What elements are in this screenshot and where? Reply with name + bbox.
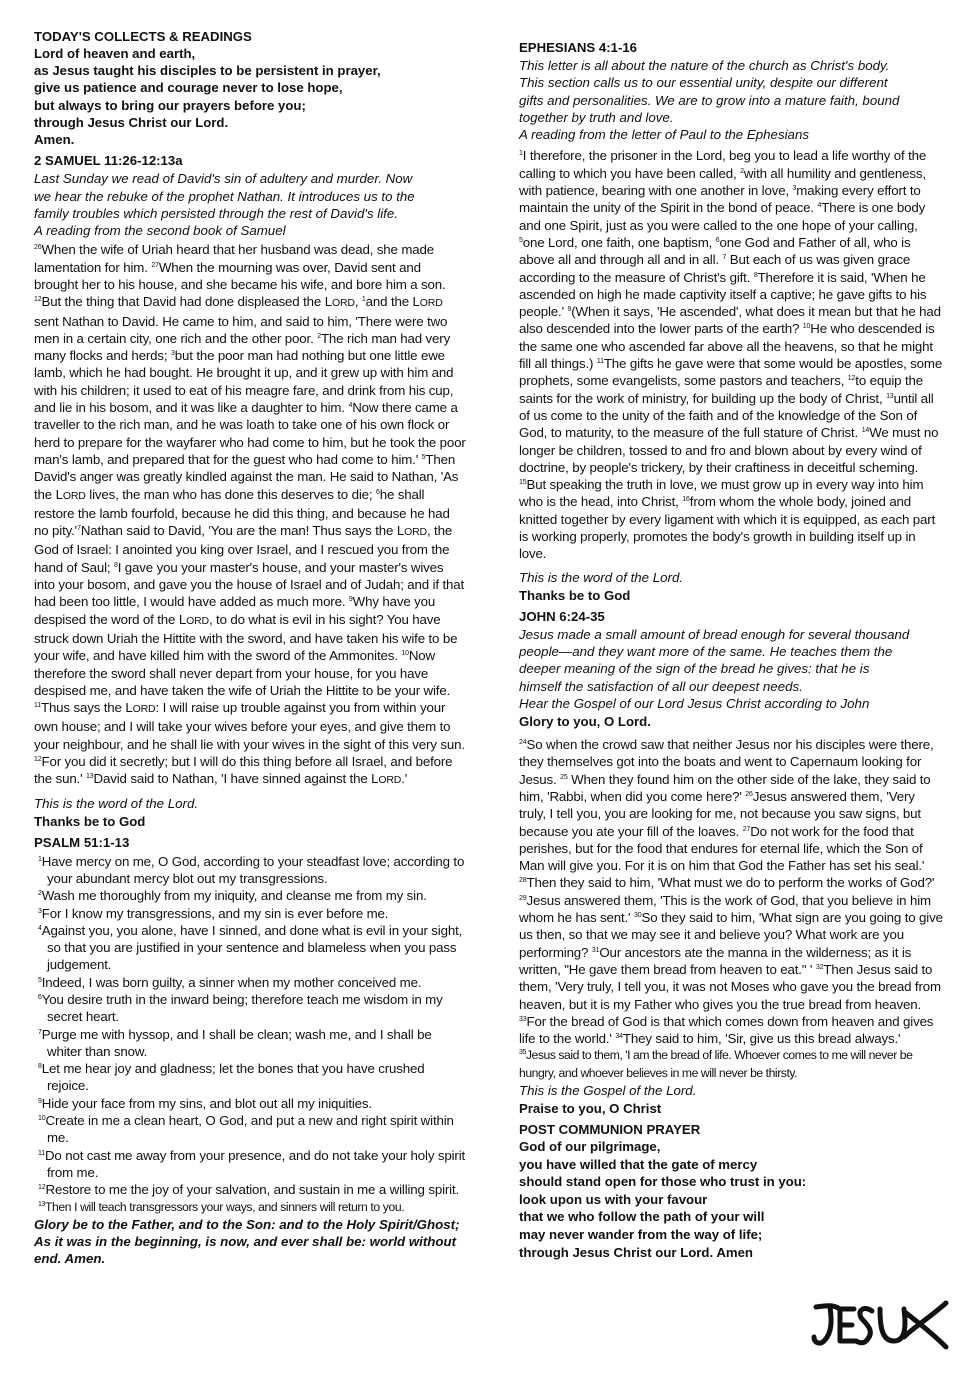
psalm-heading: PSALM 51:1-13 [34, 834, 130, 850]
verse-text: Our ancestors ate the manna in the wilderness; as it is written, "He gave them bread from heaven to eat." ' [519, 944, 912, 977]
verse-text: Against you, you alone, have I sinned, and done what is evil in your sight, so that you are justified in your sentence and blameless when you pass judgement. [41, 922, 463, 973]
psalm-verse [38, 1112, 466, 1147]
john-intro [519, 626, 944, 712]
intro-line: Last Sunday we read of David's sin of adultery and murder. Now [34, 171, 413, 187]
verse-number: 5 [519, 236, 523, 244]
verse-number: 29 [519, 894, 527, 902]
small-caps-lord: LORD [125, 700, 156, 716]
verse-text: , to do what is evil in his sight? You have struck down Uriah the Hittite with the sword, and have taken his wife to be your wife, and have killed him with the sword of the Ammonites. [34, 611, 458, 664]
logo-letter-u [880, 1309, 905, 1341]
verse-text: Then they said to him, 'What must we do to perform the works of God?' [526, 875, 935, 891]
verse-number: 11 [34, 702, 41, 710]
verse-number: 12 [34, 756, 42, 764]
verse-text: Wash me thoroughly from my iniquity, and cleanse me from my sin. [41, 888, 427, 904]
verse-number: 1 [361, 296, 366, 304]
samuel-response: Thanks be to God [34, 813, 146, 829]
small-caps-lord: LORD [371, 771, 402, 787]
small-caps-lord: LORD [396, 523, 427, 539]
intro-line: deeper meaning of the sign of the bread he gives: that he is [519, 661, 870, 677]
verse-number: 9 [348, 596, 353, 604]
john-response: Praise to you, O Christ [519, 1101, 662, 1117]
psalm-gloria: Glory be to the Father, and to the Son: and to the Holy Spirit/Ghost; As it was in the beginning, is now, and ever shall be: world without end. Amen. [34, 1216, 460, 1267]
verse-text: We must no longer be children, tossed to and fro and blown about by every wind of doctrine, by people's trickery, by their craftiness in deceitful scheming. [519, 425, 939, 475]
ephesians-reading-text [519, 147, 944, 562]
psalm-verse [38, 1147, 466, 1182]
psalm-verse [38, 905, 466, 922]
intro-line: Jesus made a small amount of bread enough for several thousand [519, 626, 910, 642]
verse-text: He who descended is the same one who ascended far above all the heavens, so that he might fill all things.) [519, 321, 935, 372]
verse-number: 12 [847, 375, 856, 383]
verse-number: 7 [722, 254, 727, 262]
verse-number: 16 [682, 496, 690, 504]
collect-line: as Jesus taught his disciples to be persistent in prayer, [34, 63, 381, 79]
verse-text: The rich man had very many flocks and herds; [34, 330, 451, 364]
verse-number: 2 [740, 167, 744, 175]
intro-line: together by truth and love. [519, 109, 674, 125]
verse-text: he shall restore the lamb fourfold, because he did this thing, and because he had no pity.' [34, 486, 450, 539]
verse-text: making every effort to maintain the unity of the Spirit in the bond of peace. [519, 183, 921, 216]
verse-text: (When it says, 'He ascended', what does it mean but that he had also descended into the lower parts of the earth? [519, 304, 941, 337]
verse-text: Then Jesus said to them, 'Very truly, I tell you, it was not Moses who gave you the bread from heaven, but it is my Father who gives you the true bread from heaven. [519, 961, 941, 1012]
verse-text: For I know my transgressions, and my sin is ever before me. [41, 905, 389, 921]
logo-letter-e [840, 1309, 856, 1341]
small-caps-lord: LORD [55, 486, 86, 502]
verse-number: 10 [802, 323, 811, 331]
verse-number: 26 [745, 790, 753, 798]
psalm-verse [38, 1060, 466, 1095]
verse-number: 14 [861, 427, 870, 435]
ephesians-response: Thanks be to God [519, 587, 631, 603]
verse-text: I therefore, the prisoner in the Lord, beg you to lead a life worthy of the calling to which you have been called, [519, 148, 927, 181]
logo-letter-s [856, 1309, 872, 1343]
verse-text: from whom the whole body, joined and knitted together by every ligament with which it is equipped, as each part is working properly, promotes the body's growth in building itself up in love. [519, 494, 936, 562]
collect-line: Lord of heaven and earth, [34, 46, 196, 61]
psalm-verse [38, 1181, 466, 1198]
verse-text: until all of us come to the unity of the faith and of the knowledge of the Son of God, to maturity, to the measure of the full stature of Christ. [519, 390, 934, 441]
verse-text: one Lord, one faith, one baptism, [522, 234, 716, 250]
samuel-response-intro: This is the word of the Lord. [34, 795, 199, 811]
prayer-line: may never wander from the way of life; [519, 1227, 763, 1242]
small-caps-lord: LORD [324, 294, 355, 310]
verse-number: 12 [38, 1184, 46, 1192]
verse-text: Why have you despised the word of the [34, 594, 436, 627]
intro-line: himself the satisfaction of all our deepest needs. [519, 678, 803, 694]
post-communion-prayer [519, 1138, 944, 1261]
verse-number: 6 [715, 236, 720, 244]
psalm-verse [38, 991, 466, 1026]
verse-number: 3 [170, 350, 175, 358]
logo-fish-tail [904, 1303, 946, 1347]
verse-number: 1 [38, 855, 42, 863]
verse-number: 10 [38, 1115, 46, 1123]
verse-number: 7 [77, 525, 81, 533]
verse-number: 1 [519, 150, 523, 158]
verse-text: , [354, 294, 362, 310]
verse-number: 7 [38, 1028, 42, 1036]
ephesians-heading: EPHESIANS 4:1-16 [519, 40, 637, 55]
verse-text: Jesus said to them, 'I am the bread of life. Whoever comes to me will never be hungry, and whoever believes in me will never be thirsty. [519, 1048, 913, 1080]
verse-number: 4 [38, 924, 42, 932]
verse-text: Do not work for the food that perishes, but for the food that endures for eternal life, which the Son of Man will give you. For it is on him that God the Father has set his seal.' [519, 823, 925, 874]
verse-text: When the mourning was over, David sent and brought her to his house, and she became his wife, and bore him a son. [34, 259, 446, 292]
verse-number: 6 [38, 993, 42, 1001]
verse-text: Create in me a clean heart, O God, and put a new and right spirit within me. [45, 1113, 454, 1146]
john-heading: JOHN 6:24-35 [519, 608, 605, 624]
verse-number: 12 [34, 296, 42, 304]
verse-number: 32 [815, 963, 824, 971]
intro-line: gifts and personalities. We are to grow into a mature faith, bound [519, 92, 900, 108]
psalm-verse [38, 1199, 466, 1216]
verse-text: sent Nathan to David. He came to him, and said to him, 'There were two men in a certain city, one rich and the other poor. [34, 313, 448, 346]
verse-number: 2 [38, 890, 42, 898]
verse-text: For the bread of God is that which comes down from heaven and gives life to the world.' [519, 1013, 934, 1047]
verse-text: Then I will teach transgressors your ways, and sinners will return to you. [45, 1199, 405, 1214]
small-caps-lord: LORD [412, 294, 443, 310]
verse-number: 33 [519, 1015, 527, 1023]
prayer-line: God of our pilgrimage, [519, 1139, 661, 1155]
verse-text: Thus says the [40, 700, 126, 716]
intro-line: people—and they want more of the same. He teaches them the [519, 643, 893, 659]
verse-text: When they found him on the other side of the lake, they said to him, 'Rabbi, when did you come here?' [519, 771, 931, 804]
small-caps-lord: LORD [178, 611, 209, 627]
post-communion-heading: POST COMMUNION PRAYER [519, 1122, 701, 1138]
verse-number: 8 [753, 271, 758, 279]
verse-text: But each of us was given grace according to the measure of Christ's gift. [519, 252, 911, 285]
verse-text: Jesus answered them, 'This is the work of God, that you believe in him whom he has sent.' [519, 892, 931, 926]
verse-number: 25 [560, 773, 568, 781]
intro-line: we hear the rebuke of the prophet Nathan. It introduces us to the [34, 188, 415, 204]
intro-line: This section calls us to our essential unity, despite our different [519, 75, 888, 91]
prayer-line: that we who follow the path of your will [519, 1209, 765, 1225]
verse-text: Therefore it is said, 'When he ascended on high he made captivity itself a captive; he gave gifts to his people.' [519, 269, 927, 320]
verse-number: 27 [151, 261, 159, 269]
verse-text: Have mercy on me, O God, according to your steadfast love; according to your abundant mercy blot out my transgressions. [41, 853, 465, 886]
ephesians-intro [519, 57, 944, 143]
psalm-verse [38, 853, 466, 888]
verse-text: So they said to him, 'What sign are you going to give us then, so that we may see it and believe you? What work are you performing? [519, 910, 943, 960]
intro-line: This letter is all about the nature of the church as Christ's body. [519, 58, 890, 73]
psalm-verse [38, 1095, 466, 1112]
verse-text: .' [401, 771, 408, 787]
verse-number: 9 [38, 1097, 42, 1105]
verse-number: 31 [591, 946, 600, 954]
psalm-verse [38, 974, 466, 991]
verse-number: 27 [742, 825, 751, 833]
verse-number: 5 [38, 976, 42, 984]
psalm-verses [34, 853, 466, 1216]
verse-text: Now therefore the sword shall never depart from your house, for you have despised me, and have taken the wife of Uriah the Hittite to be your wife. [34, 648, 451, 698]
verse-text: Indeed, I was born guilty, a sinner when my mother conceived me. [41, 974, 422, 990]
john-response-intro: This is the Gospel of the Lord. [519, 1083, 697, 1099]
collect-prayer [34, 45, 466, 148]
verse-text: lives, the man who has done this deserves to die; [85, 486, 376, 502]
verse-text: Let me hear joy and gladness; let the bones that you have crushed rejoice. [41, 1061, 425, 1094]
verse-text: The gifts he gave were that some would be apostles, some prophets, some evangelists, some pastors and teachers, [519, 356, 943, 389]
verse-text: You desire truth in the inward being; therefore teach me wisdom in my secret heart. [41, 991, 443, 1025]
ephesians-response-intro: This is the word of the Lord. [519, 569, 684, 585]
verse-number: 5 [421, 453, 426, 461]
john-last-verse [519, 1047, 944, 1082]
verse-text: Purge me with hyssop, and I shall be clean; wash me, and I shall be whiter than snow. [41, 1026, 432, 1059]
verse-text: David said to Nathan, 'I have sinned against the [93, 771, 372, 787]
verse-text: Nathan said to David, 'You are the man! Thus says the [80, 523, 397, 539]
john-reading-text [519, 736, 944, 1047]
verse-number: 4 [348, 402, 353, 410]
left-column [34, 28, 466, 1268]
verse-text: So when the crowd saw that neither Jesus nor his disciples were there, they themselves got into the boats and went to Capernaum looking for Jesus. [519, 737, 934, 787]
verse-number: 30 [634, 912, 642, 920]
samuel-intro [34, 170, 466, 239]
ichthys-fish-icon [810, 1297, 950, 1353]
verse-text: : I will raise up trouble against you from within your own house; and I will take your wives before your eyes, and give them to your neighbour, and he shall lie with your wives in the sight of this very sun. [34, 700, 465, 752]
prayer-line: look upon us with your favour [519, 1191, 708, 1207]
verse-number: 8 [113, 561, 118, 569]
verse-text: Hide your face from my sins, and blot out all my iniquities. [41, 1095, 372, 1111]
verse-number: 13 [886, 392, 894, 400]
verse-number: 11 [38, 1149, 45, 1157]
collect-line: Amen. [34, 132, 75, 148]
psalm-verse [38, 1026, 466, 1061]
verse-text: but the poor man had nothing but one little ewe lamb, which he had bought. He brought it up, and it grew up with him and with his children; it used to eat of his meagre fare, and drink from his cup, and lie in his bosom, and it was like a daughter to him. [34, 348, 454, 416]
verse-number: 3 [38, 907, 42, 915]
verse-text: But the thing that David had done displeased the [41, 294, 325, 310]
verse-text: to equip the saints for the work of ministry, for building up the body of Christ, [519, 373, 923, 406]
verse-text: There is one body and one Spirit, just as you were called to the one hope of your calling, [519, 200, 926, 233]
collect-line: through Jesus Christ our Lord. [34, 114, 229, 130]
intro-line: A reading from the second book of Samuel [34, 223, 286, 239]
right-column [519, 39, 944, 1261]
verse-number: 10 [401, 650, 409, 658]
verse-text: For you did it secretly; but I will do this thing before all Israel, and before the sun.' [34, 754, 453, 787]
logo-letter-j [814, 1306, 840, 1343]
verse-text: I gave you your master's house, and your master's wives into your bosom, and gave you the house of Israel and of Judah; and if that had been too little, I would have added as much more. [34, 559, 465, 610]
verse-text: with all humility and gentleness, with patience, bearing with one another in love, [519, 165, 926, 199]
verse-number: 26 [34, 244, 42, 252]
verse-number: 28 [519, 877, 527, 885]
verse-text: one God and Father of all, who is above all and through all and in all. [519, 234, 911, 268]
verse-number: 15 [519, 479, 527, 487]
intro-line: A reading from the letter of Paul to the Ephesians [519, 127, 809, 143]
verse-text: Restore to me the joy of your salvation, and sustain in me a willing spirit. [45, 1182, 460, 1198]
prayer-line: should stand open for those who trust in you: [519, 1174, 807, 1190]
prayer-line: you have willed that the gate of mercy [519, 1156, 758, 1172]
collects-heading: TODAY'S COLLECTS & READINGS [34, 29, 252, 44]
verse-text: Then David's anger was greatly kindled against the man. He said to Nathan, 'As the [34, 451, 459, 502]
psalm-verse [38, 922, 466, 974]
psalm-verse [38, 887, 466, 904]
verse-text: Now there came a traveller to the rich man, and he was loath to take one of his own flock or herd to prepare for the wayfarer who had come to him, but he took the poor man's lamb, and prepared that for the guest who had come to him.' [34, 400, 466, 467]
intro-line: Hear the Gospel of our Lord Jesus Christ according to John [519, 695, 870, 711]
samuel-reading-text [34, 241, 466, 789]
intro-line: family troubles which persisted through the rest of David's life. [34, 205, 398, 221]
verse-text: They said to him, 'Sir, give us this bread always.' [622, 1031, 901, 1047]
verse-text: Jesus answered them, 'Very truly, I tell you, you are looking for me, not because you saw signs, but because you ate your fill of the loaves. [519, 788, 921, 839]
verse-number: 11 [596, 358, 604, 366]
collect-line: but always to bring our prayers before you; [34, 97, 306, 113]
verse-number: 35 [519, 1049, 526, 1057]
verse-number: 13 [86, 773, 94, 781]
verse-number: 6 [375, 488, 380, 496]
verse-text: But speaking the truth in love, we must grow up in every way into him who is the head, into Christ, [519, 477, 924, 510]
verse-number: 2 [317, 332, 321, 340]
verse-number: 4 [817, 202, 822, 210]
verse-number: 13 [38, 1200, 45, 1208]
verse-number: 24 [519, 739, 527, 747]
john-acclamation: Glory to you, O Lord. [519, 714, 651, 730]
verse-text: When the wife of Uriah heard that her husband was dead, she made lamentation for him. [34, 242, 435, 275]
prayer-line: through Jesus Christ our Lord. Amen [519, 1244, 753, 1260]
verse-text: and the [365, 294, 413, 310]
samuel-heading: 2 SAMUEL 11:26-12:13a [34, 153, 183, 169]
verse-text: , the God of Israel: I anointed you king over Israel, and I rescued you from the hand of Saul; [34, 523, 453, 575]
collect-line: give us patience and courage never to lose hope, [34, 80, 343, 96]
verse-number: 8 [38, 1063, 42, 1071]
verse-number: 34 [615, 1033, 623, 1041]
verse-text: Do not cast me away from your presence, and do not take your holy spirit from me. [44, 1147, 466, 1180]
verse-number: 9 [567, 306, 572, 314]
verse-number: 3 [792, 185, 797, 193]
